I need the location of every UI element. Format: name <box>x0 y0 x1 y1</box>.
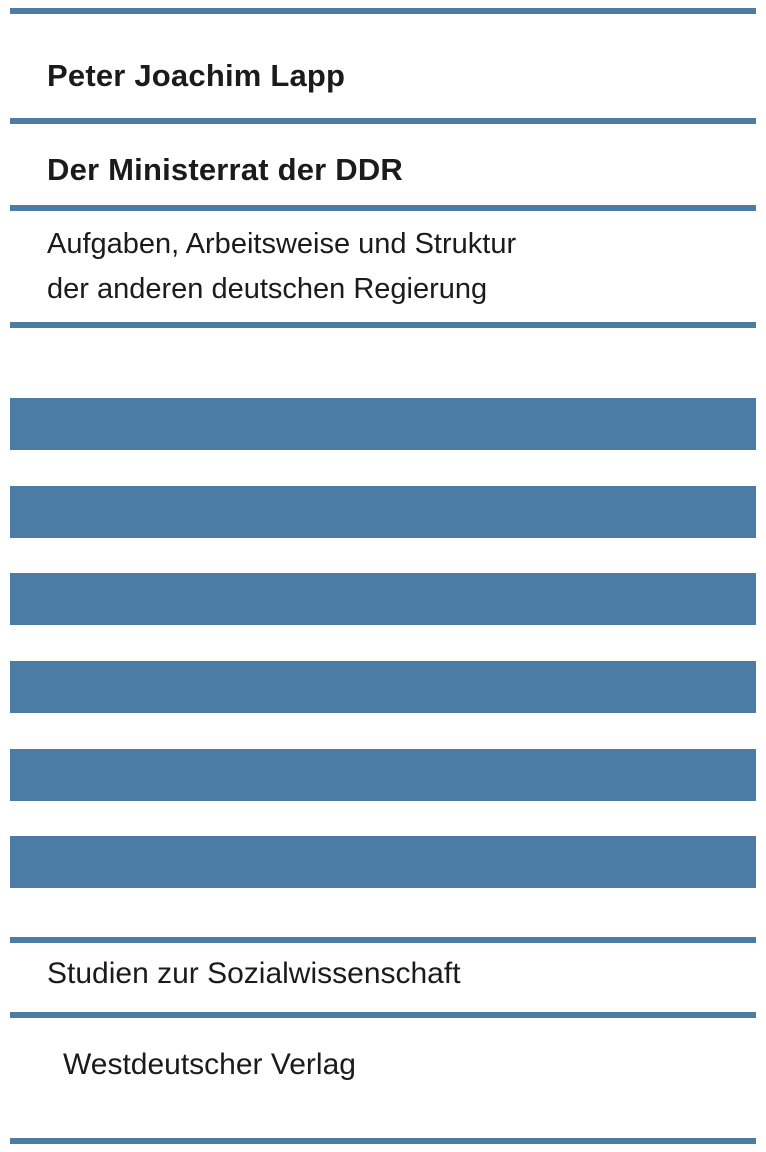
publisher-name: Westdeutscher Verlag <box>63 1048 356 1081</box>
decorative-band-4 <box>10 661 756 713</box>
decorative-band-1 <box>10 398 756 450</box>
subtitle-line-2: der anderen deutschen Regierung <box>47 273 488 305</box>
page-title: Der Ministerrat der DDR <box>47 152 404 187</box>
decorative-band-6 <box>10 836 756 888</box>
decorative-band-3 <box>10 573 756 625</box>
decorative-band-2 <box>10 486 756 538</box>
rule-top-author <box>10 8 756 14</box>
rule-bottom <box>10 1138 756 1144</box>
rule-below-subtitle <box>10 322 756 328</box>
subtitle-line-1: Aufgaben, Arbeitsweise und Struktur <box>47 228 517 260</box>
author-name: Peter Joachim Lapp <box>47 58 346 93</box>
decorative-band-5 <box>10 749 756 801</box>
rule-below-series <box>10 1012 756 1018</box>
rule-below-title <box>10 205 756 211</box>
series-name: Studien zur Sozialwissenschaft <box>47 957 461 990</box>
rule-above-series <box>10 937 756 943</box>
rule-below-author <box>10 118 756 124</box>
